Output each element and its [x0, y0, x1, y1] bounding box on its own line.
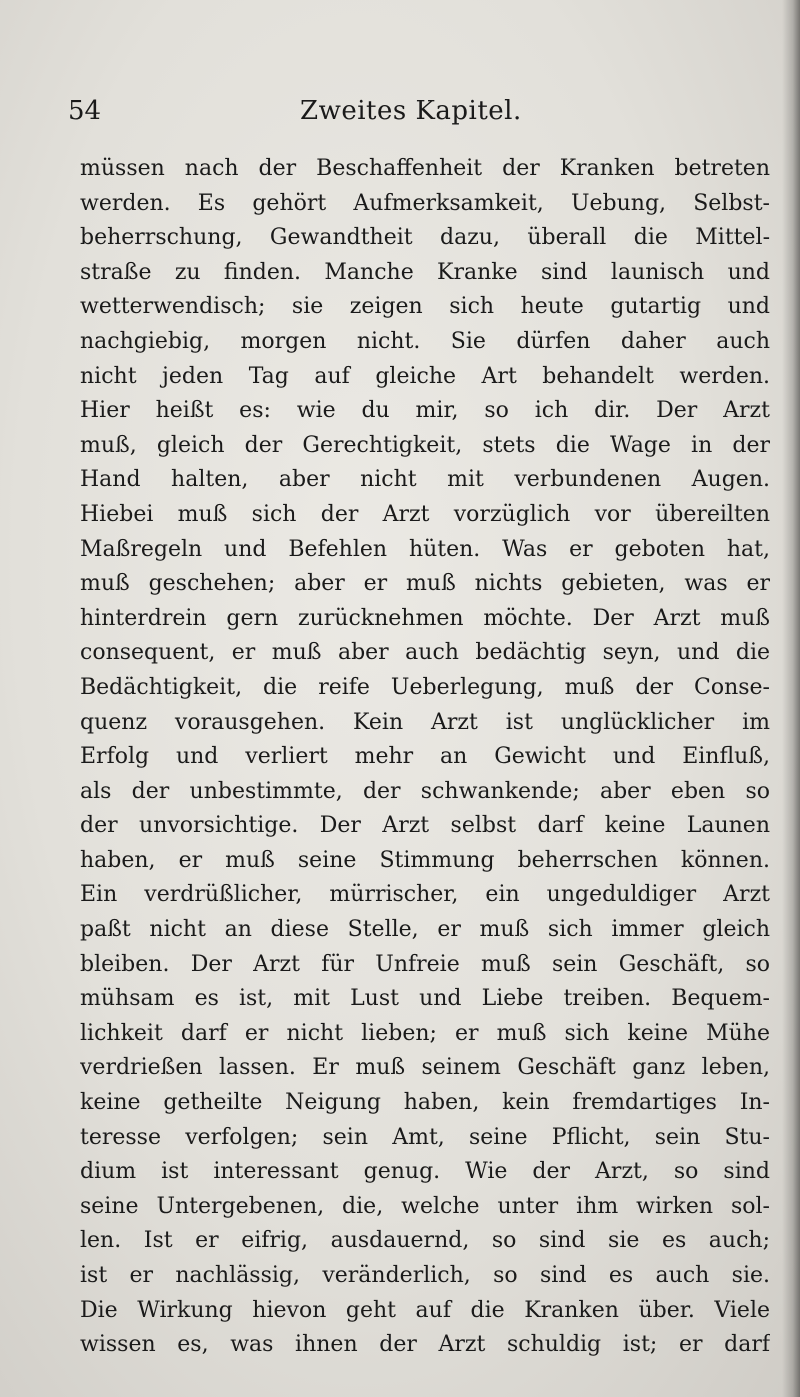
text-line: beherrschung, Gewandtheit dazu, überall die Mittel-	[80, 225, 770, 251]
text-line: Hiebei muß sich der Arzt vorzüglich vor übereilten	[80, 501, 770, 527]
text-line: hinterdrein gern zurücknehmen möchte. Der Arzt muß	[80, 605, 770, 631]
text-line: haben, er muß seine Stimmung beherrschen können.	[80, 847, 770, 873]
text-line: müssen nach der Beschaffenheit der Kranken betreten	[80, 156, 770, 181]
body-text	[80, 152, 770, 1363]
text-line: bleiben. Der Arzt für Unfreie muß sein Geschäft, so	[80, 951, 770, 977]
text-line: straße zu finden. Manche Kranke sind launisch und	[80, 259, 770, 285]
text-line: Ein verdrüßlicher, mürrischer, ein ungeduldiger Arzt	[80, 882, 770, 908]
text-line: wetterwendisch; sie zeigen sich heute gutartig und	[80, 294, 770, 320]
text-line: der unvorsichtige. Der Arzt selbst darf keine Launen	[80, 813, 770, 839]
text-line: dium ist interessant genug. Wie der Arzt, so sind	[80, 1159, 770, 1185]
text-line: werden. Es gehört Aufmerksamkeit, Uebung, Selbst-	[80, 190, 770, 216]
text-line: Die Wirkung hievon geht auf die Kranken über. Viele	[80, 1297, 770, 1323]
text-line: Hand halten, aber nicht mit verbundenen Augen.	[80, 467, 770, 493]
text-line: muß geschehen; aber er muß nichts gebieten, was er	[80, 571, 770, 597]
text-line: wissen es, was ihnen der Arzt schuldig ist; er darf	[80, 1332, 770, 1358]
page-edge-shadow	[782, 0, 800, 1397]
text-line: teresse verfolgen; sein Amt, seine Pflicht, sein Stu-	[80, 1124, 770, 1150]
page-header	[68, 96, 768, 140]
text-line: Hier heißt es: wie du mir, so ich dir. Der Arzt	[80, 398, 770, 424]
text-line: als der unbestimmte, der schwankende; aber eben so	[80, 778, 770, 804]
text-line: lichkeit darf er nicht lieben; er muß sich keine Mühe	[80, 1020, 770, 1046]
running-head: Zweites Kapitel.	[300, 96, 522, 126]
text-line: muß, gleich der Gerechtigkeit, stets die Wage in der	[80, 432, 770, 458]
text-line: Erfolg und verliert mehr an Gewicht und Einfluß,	[80, 744, 770, 770]
text-line: Bedächtigkeit, die reife Ueberlegung, muß der Conse-	[80, 674, 770, 700]
text-line: verdrießen lassen. Er muß seinem Geschäft ganz leben,	[80, 1055, 770, 1081]
text-line: Maßregeln und Befehlen hüten. Was er geboten hat,	[80, 536, 770, 562]
text-line: ist er nachlässig, veränderlich, so sind es auch sie.	[80, 1263, 770, 1288]
text-line: quenz vorausgehen. Kein Arzt ist unglücklicher im	[80, 709, 770, 735]
text-line: paßt nicht an diese Stelle, er muß sich immer gleich	[80, 917, 770, 943]
text-line: seine Untergebenen, die, welche unter ihm wirken sol-	[80, 1193, 770, 1219]
text-line: len. Ist er eifrig, ausdauernd, so sind sie es auch;	[80, 1228, 770, 1254]
text-line: mühsam es ist, mit Lust und Liebe treiben. Bequem-	[80, 986, 770, 1012]
text-line: nicht jeden Tag auf gleiche Art behandelt werden.	[80, 363, 770, 389]
text-line: keine getheilte Neigung haben, kein fremdartiges In-	[80, 1090, 770, 1116]
page-number: 54	[68, 96, 102, 126]
text-line: nachgiebig, morgen nicht. Sie dürfen daher auch	[80, 328, 770, 354]
text-line: consequent, er muß aber auch bedächtig seyn, und die	[80, 640, 770, 666]
